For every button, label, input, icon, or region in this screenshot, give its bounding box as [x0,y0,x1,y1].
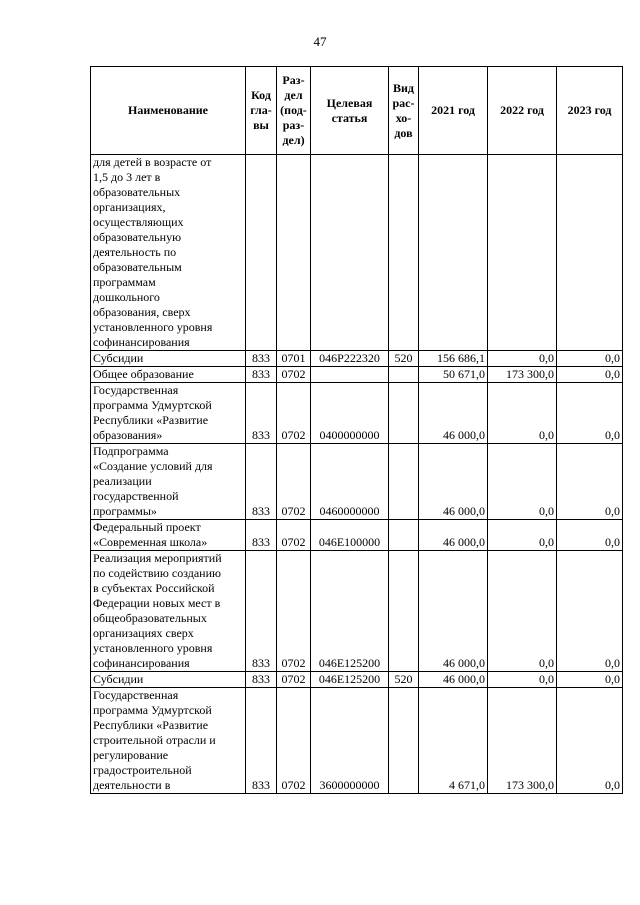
table-row [91,672,623,688]
row-code: 833 [246,551,277,672]
table-row [91,688,623,794]
row-name: Федеральный проект «Современная школа» [91,520,246,551]
row-2022: 0,0 [488,444,557,520]
row-2021: 46 000,0 [419,383,488,444]
row-section: 0702 [277,672,311,688]
row-code: 833 [246,367,277,383]
row-target: 046E100000 [311,520,389,551]
row-section [277,155,311,351]
row-type: 520 [389,672,419,688]
row-name: Государственная программа Удмуртской Республики «Развитие строительной отрасли и регулирование градостроительной деятельности в [91,688,246,794]
row-2021 [419,155,488,351]
row-2022: 0,0 [488,351,557,367]
row-target: 046E125200 [311,672,389,688]
row-name: Общее образование [91,367,246,383]
row-name: Государственная программа Удмуртской Республики «Развитие образования» [91,383,246,444]
row-name: Подпрограмма «Создание условий для реализации государственной программы» [91,444,246,520]
row-2021: 4 671,0 [419,688,488,794]
row-target: 046P222320 [311,351,389,367]
header-section: Раз- дел (под- раз- дел) [277,67,311,155]
table-row [91,155,623,351]
row-type [389,367,419,383]
row-2023: 0,0 [557,383,623,444]
row-2021: 46 000,0 [419,551,488,672]
row-type [389,520,419,551]
row-code: 833 [246,672,277,688]
budget-table [90,66,623,794]
row-2023: 0,0 [557,551,623,672]
row-section: 0702 [277,520,311,551]
header-2021: 2021 год [419,67,488,155]
table-row [91,351,623,367]
row-2021: 46 000,0 [419,444,488,520]
table-row [91,551,623,672]
row-code: 833 [246,520,277,551]
row-target: 0460000000 [311,444,389,520]
header-code: Код гла- вы [246,67,277,155]
table-row [91,383,623,444]
header-2022: 2022 год [488,67,557,155]
row-type [389,688,419,794]
row-code: 833 [246,383,277,444]
row-name: Субсидии [91,351,246,367]
header-type: Вид рас- хо- дов [389,67,419,155]
row-name: для детей в возрасте от 1,5 до 3 лет в образовательных организациях, осуществляющих образовательную деятельность по образовательным программам дошкольного образования, сверх установленного уровня софинансирования [91,155,246,351]
row-section: 0702 [277,688,311,794]
row-section: 0702 [277,383,311,444]
row-code: 833 [246,351,277,367]
header-2023: 2023 год [557,67,623,155]
row-2023: 0,0 [557,367,623,383]
row-code: 833 [246,688,277,794]
row-2021: 46 000,0 [419,520,488,551]
row-type: 520 [389,351,419,367]
row-section: 0702 [277,551,311,672]
row-type [389,444,419,520]
table-row [91,444,623,520]
row-name: Реализация мероприятий по содействию созданию в субъектах Российской Федерации новых мест в общеобразовательных организациях сверх установленного уровня софинансирования [91,551,246,672]
table-row [91,520,623,551]
row-target [311,367,389,383]
row-section: 0701 [277,351,311,367]
row-2022: 0,0 [488,520,557,551]
row-2023 [557,155,623,351]
row-section: 0702 [277,367,311,383]
row-target [311,155,389,351]
header-target: Целевая статья [311,67,389,155]
row-2021: 156 686,1 [419,351,488,367]
row-target: 046E125200 [311,551,389,672]
page-number: 47 [313,34,327,49]
row-code: 833 [246,444,277,520]
row-target: 0400000000 [311,383,389,444]
row-code [246,155,277,351]
row-2023: 0,0 [557,688,623,794]
row-name: Субсидии [91,672,246,688]
row-2022: 0,0 [488,672,557,688]
row-target: 3600000000 [311,688,389,794]
row-type [389,551,419,672]
row-type [389,383,419,444]
row-2022: 173 300,0 [488,688,557,794]
row-2023: 0,0 [557,444,623,520]
row-2022 [488,155,557,351]
row-2022: 0,0 [488,551,557,672]
row-2022: 173 300,0 [488,367,557,383]
row-type [389,155,419,351]
row-2022: 0,0 [488,383,557,444]
header-name: Наименование [91,67,246,155]
row-section: 0702 [277,444,311,520]
row-2023: 0,0 [557,672,623,688]
row-2023: 0,0 [557,351,623,367]
row-2023: 0,0 [557,520,623,551]
table-row [91,367,623,383]
header-row [91,67,623,155]
row-2021: 50 671,0 [419,367,488,383]
row-2021: 46 000,0 [419,672,488,688]
